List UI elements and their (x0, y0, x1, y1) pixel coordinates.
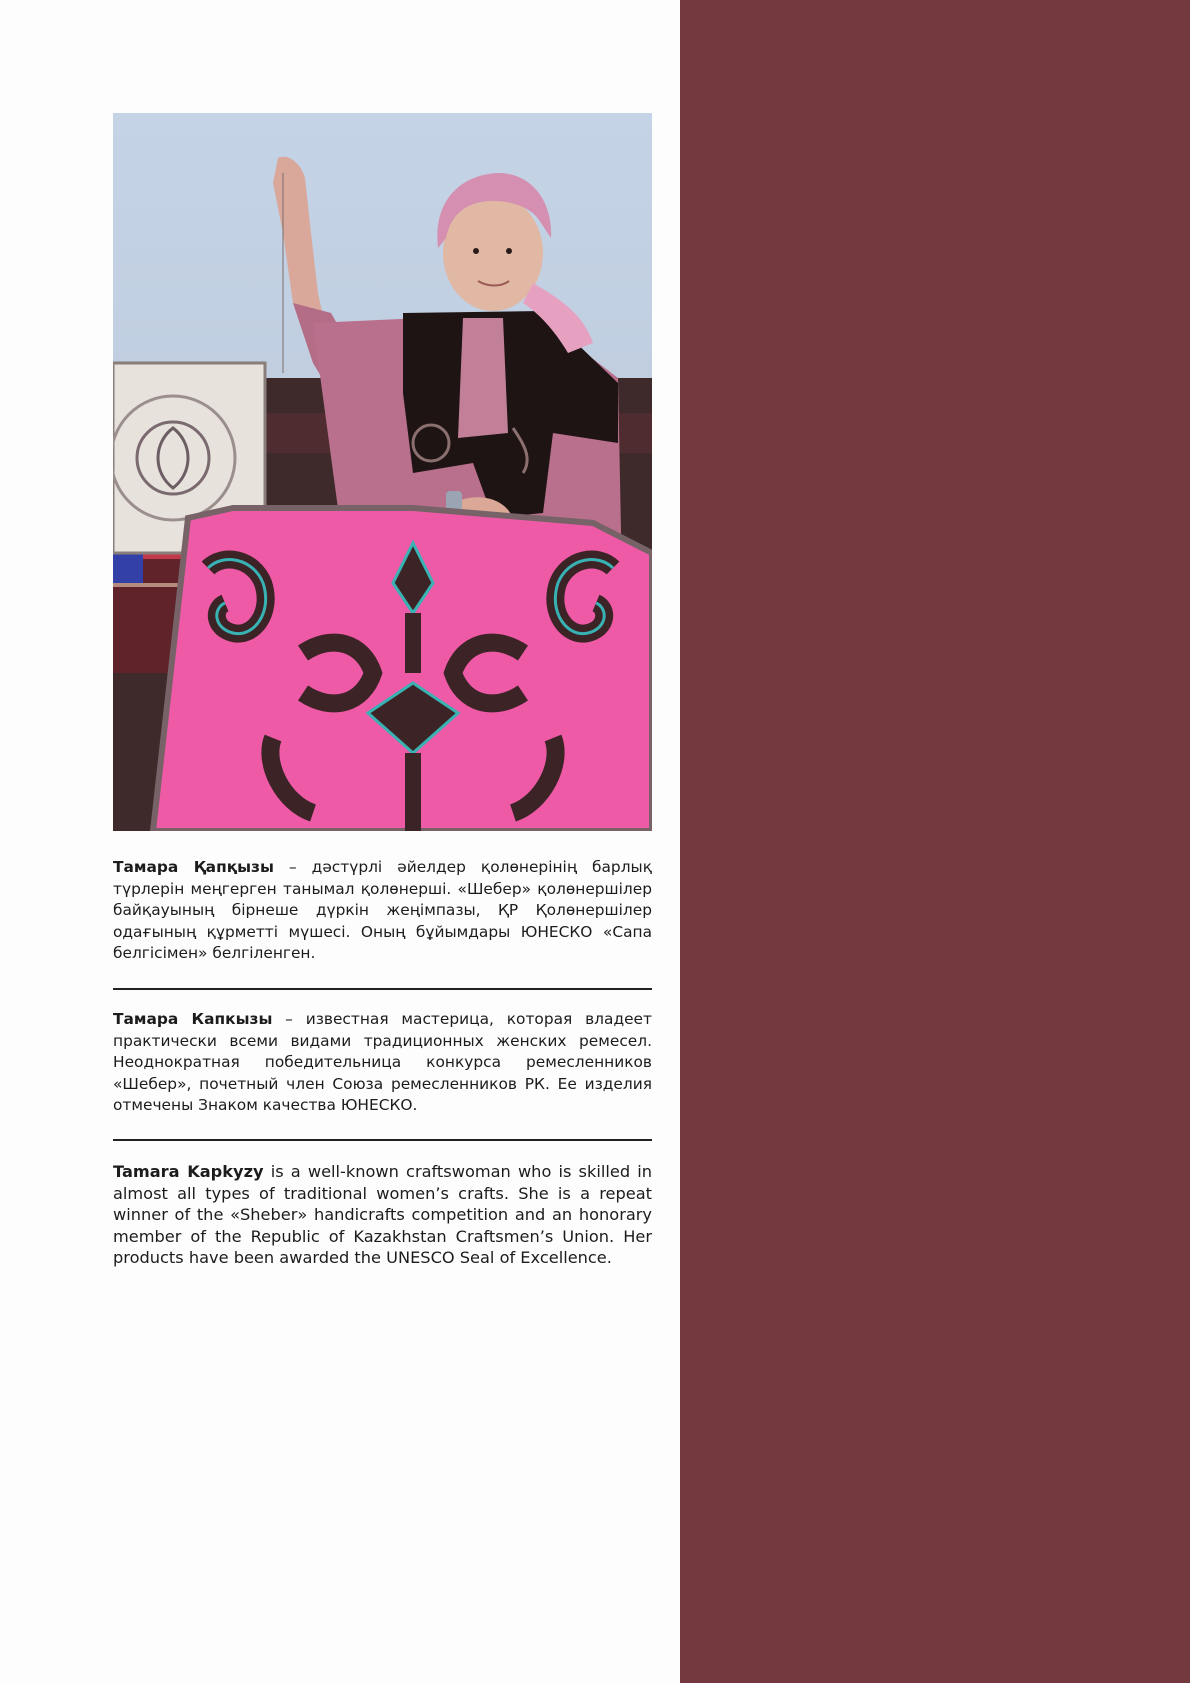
decorative-side-band (680, 0, 1190, 1683)
bio-kazakh (113, 857, 652, 965)
bio-english-name: Tamara Kapkyzy (113, 1162, 264, 1181)
portrait-photo (113, 113, 652, 831)
bio-russian-name: Тамара Капкызы (113, 1010, 273, 1028)
divider-rule (113, 1139, 652, 1141)
bio-kazakh-text: – дәстүрлі әйелдер қолөнерінің барлық түрлерін меңгерген танымал қолөнерші. «Шебер» қолөнершілер байқауының бірнеше дүркін жеңімпазы, ҚР Қолөнершілер одағының құрметті мүшесі. Оның бұйымдары ЮНЕСКО «Сапа белгісімен» белгіленген. (113, 858, 652, 963)
bio-english-text: is a well-known craftswoman who is skilled in almost all types of traditional women’s crafts. She is a repeat winner of the «Sheber» handicrafts competition and an honorary member of the Republic of Kazakhstan Craftsmen’s Union. Her products have been awarded the UNESCO Seal of Excellence. (113, 1162, 652, 1268)
bio-english (113, 1161, 652, 1269)
bio-russian-text: – известная мастерица, которая владеет практически всеми видами традиционных женских ремесел. Неоднократная победительница конкурса ремесленников «Шебер», почетный член Союза ремесленников РК. Ее изделия отмечены Знаком качества ЮНЕСКО. (113, 1010, 652, 1115)
bio-russian (113, 1009, 652, 1117)
bio-kazakh-name: Тамара Қапқызы (113, 858, 274, 876)
divider-rule (113, 988, 652, 990)
